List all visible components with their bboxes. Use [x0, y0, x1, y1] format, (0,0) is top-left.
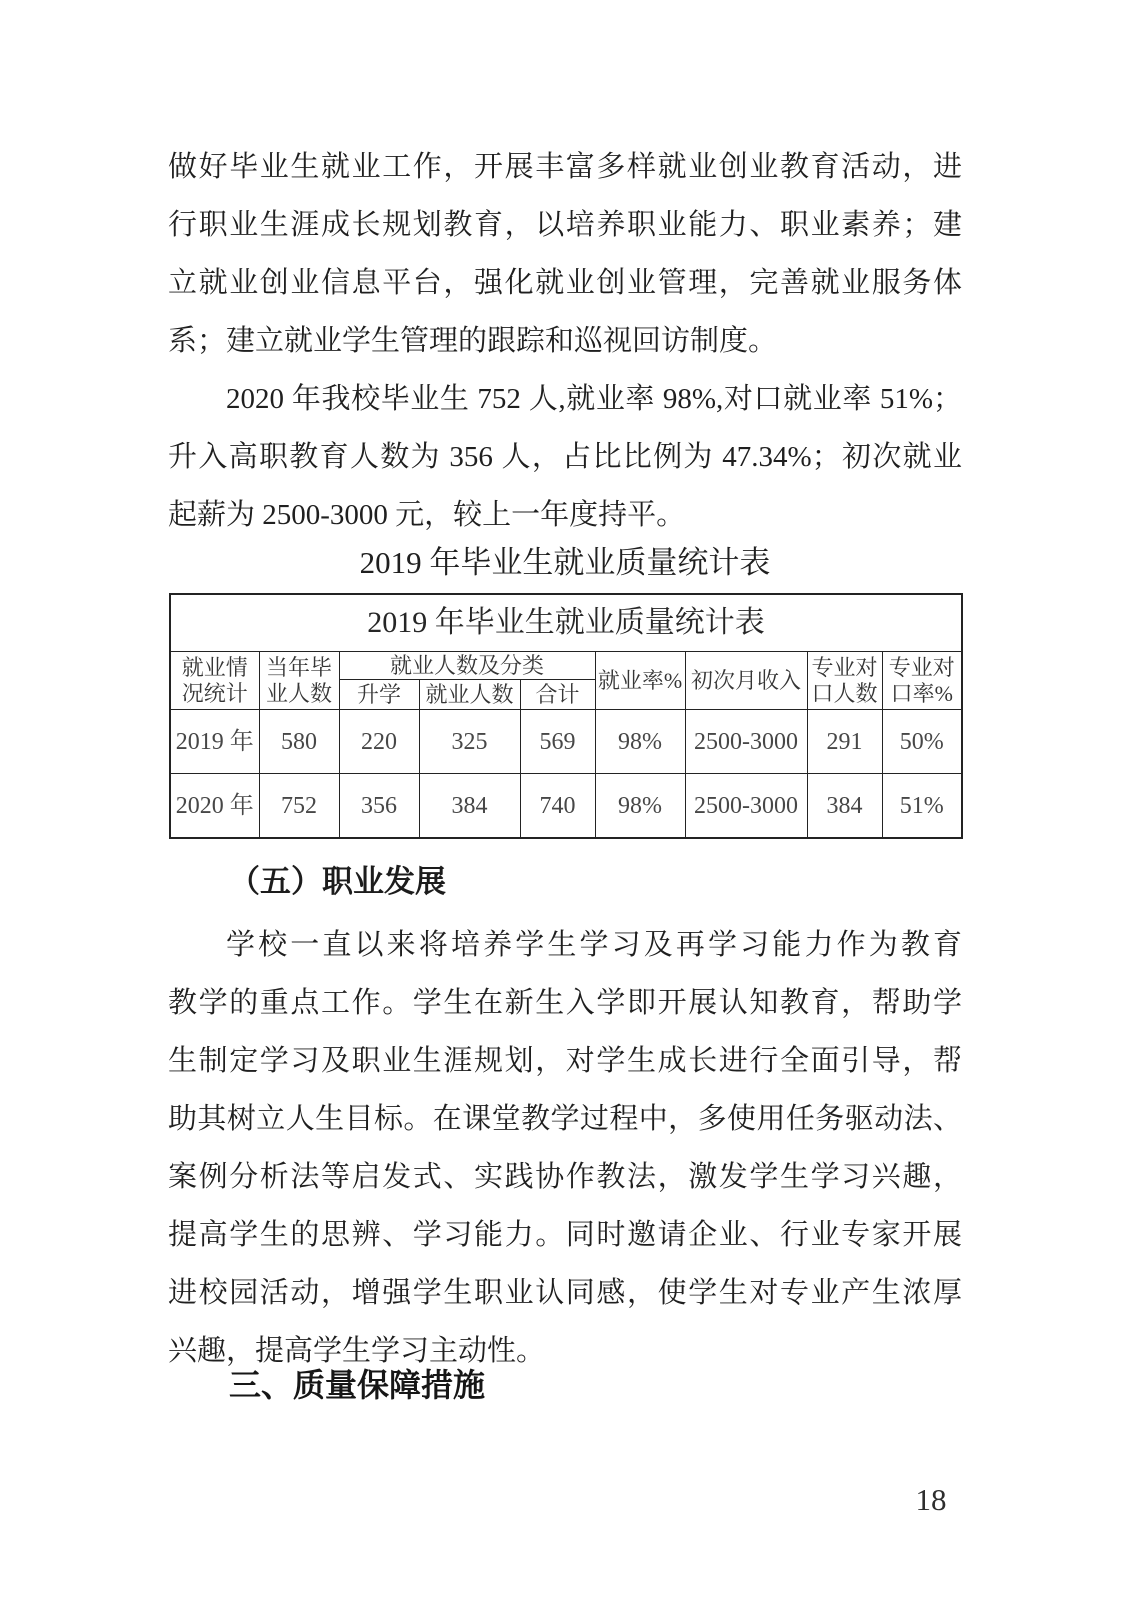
body-line: 2020 年我校毕业生 752 人,就业率 98%,对口就业率 51%；: [226, 383, 962, 415]
cell-year: 2019 年: [170, 710, 259, 774]
body-line: 案例分析法等启发式、实践协作教法，激发学生学习兴趣，: [168, 1161, 962, 1193]
table-title: 2019 年毕业生就业质量统计表: [170, 594, 962, 652]
cell-graduates: 580: [259, 710, 339, 774]
header-major-related-rate: 专业对口率%: [882, 652, 962, 710]
heading-career-development: （五）职业发展: [229, 864, 446, 899]
cell-further-study: 220: [339, 710, 419, 774]
cell-income: 2500-3000: [685, 774, 807, 839]
cell-employment-rate: 98%: [595, 710, 685, 774]
body-line: 助其树立人生目标。在课堂教学过程中，多使用任务驱动法、: [168, 1103, 962, 1135]
body-line: 做好毕业生就业工作，开展丰富多样就业创业教育活动，进: [168, 151, 962, 183]
cell-major-related-count: 384: [807, 774, 882, 839]
cell-further-study: 356: [339, 774, 419, 839]
cell-major-related-rate: 51%: [882, 774, 962, 839]
heading-quality-assurance: 三、质量保障措施: [229, 1367, 486, 1403]
cell-total: 740: [520, 774, 595, 839]
table-caption: 2019 年毕业生就业质量统计表: [359, 545, 771, 580]
header-major-related-count: 专业对口人数: [807, 652, 882, 710]
table-row-2020: [170, 774, 962, 839]
cell-employed: 384: [419, 774, 520, 839]
page-number: 18: [915, 1482, 947, 1517]
header-graduates-count: 当年毕业人数: [259, 652, 339, 710]
paragraph-career-development: [168, 916, 962, 1380]
cell-major-related-count: 291: [807, 710, 882, 774]
cell-year: 2020 年: [170, 774, 259, 839]
body-line: 学校一直以来将培养学生学习及再学习能力作为教育: [226, 929, 962, 961]
cell-employment-rate: 98%: [595, 774, 685, 839]
body-line: 提高学生的思辨、学习能力。同时邀请企业、行业专家开展: [168, 1219, 962, 1251]
header-further-study: 升学: [339, 680, 419, 710]
cell-graduates: 752: [259, 774, 339, 839]
header-employed-count: 就业人数: [419, 680, 520, 710]
body-line: 起薪为 2500-3000 元，较上一年度持平。: [168, 499, 686, 531]
body-line: 兴趣，提高学生学习主动性。: [168, 1335, 546, 1367]
employment-quality-table: [169, 593, 963, 839]
cell-major-related-rate: 50%: [882, 710, 962, 774]
paragraph-2020-statistics: [168, 370, 962, 544]
header-employment-group: 就业人数及分类: [339, 652, 595, 680]
body-line: 系；建立就业学生管理的跟踪和巡视回访制度。: [168, 325, 778, 357]
header-employment-rate: 就业率%: [595, 652, 685, 710]
cell-employed: 325: [419, 710, 520, 774]
header-employment-situation: 就业情况统计: [170, 652, 259, 710]
header-first-monthly-income: 初次月收入: [685, 652, 807, 710]
body-line: 生制定学习及职业生涯规划，对学生成长进行全面引导，帮: [168, 1045, 962, 1077]
body-line: 行职业生涯成长规划教育，以培养职业能力、职业素养；建: [168, 209, 962, 241]
header-total: 合计: [520, 680, 595, 710]
body-line: 升入高职教育人数为 356 人，占比比例为 47.34%；初次就业: [168, 441, 962, 473]
body-line: 立就业创业信息平台，强化就业创业管理，完善就业服务体: [168, 267, 962, 299]
body-line: 进校园活动，增强学生职业认同感，使学生对专业产生浓厚: [168, 1277, 962, 1309]
cell-total: 569: [520, 710, 595, 774]
paragraph-employment-work: [168, 138, 962, 370]
cell-income: 2500-3000: [685, 710, 807, 774]
body-line: 教学的重点工作。学生在新生入学即开展认知教育，帮助学: [168, 987, 962, 1019]
table-row-2019: [170, 710, 962, 774]
